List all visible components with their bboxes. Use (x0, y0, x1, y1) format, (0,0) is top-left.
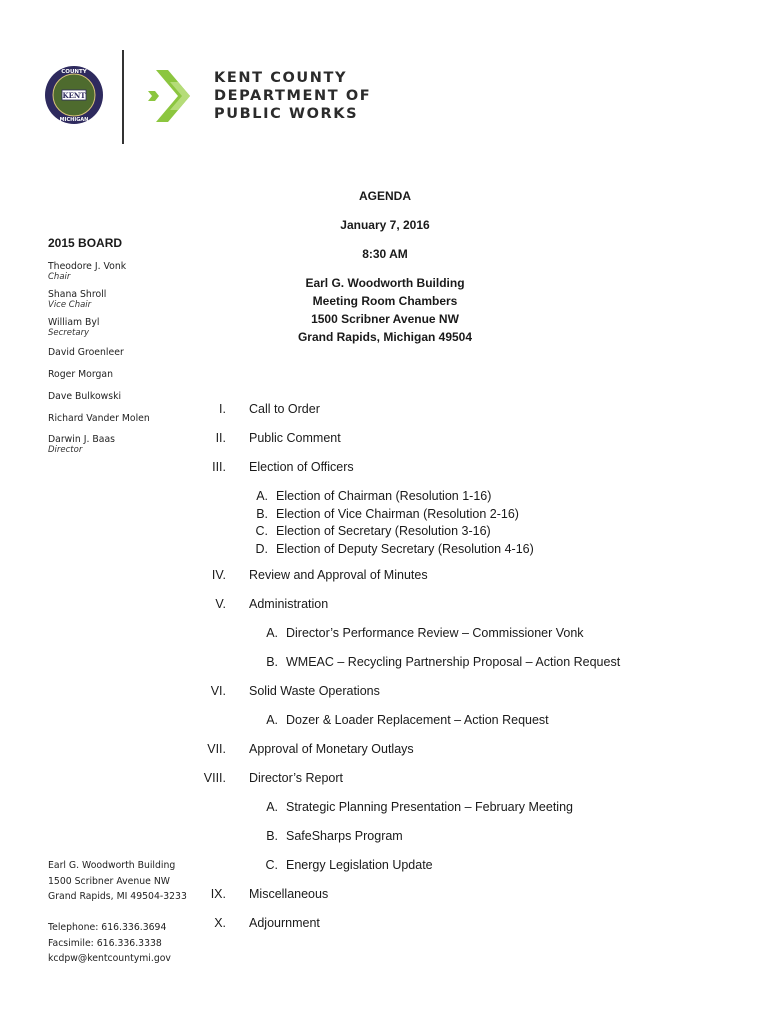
location-line: Meeting Room Chambers (312, 294, 458, 308)
agenda-subitem (246, 507, 519, 521)
chevron-logo-icon (146, 66, 206, 126)
agenda-item-text: Director’s Report (249, 771, 344, 785)
agenda-item-text: Election of Officers (249, 460, 354, 474)
agenda-subitem (246, 542, 534, 556)
subitem-text: Election of Secretary (Resolution 3-16) (276, 524, 491, 538)
subitem-letter: B. (266, 829, 278, 843)
seal-center-text: KENT (62, 91, 86, 100)
seal-bottom-text: MICHIGAN (59, 117, 89, 123)
agenda-subitem (256, 626, 584, 640)
agenda-item-number: VI. (210, 684, 226, 698)
board-member (48, 369, 113, 380)
agenda-item-number: X. (214, 916, 226, 930)
agenda-item-number: III. (212, 460, 226, 474)
member-role: Vice Chair (48, 300, 92, 310)
subitem-letter: A. (266, 800, 278, 814)
agenda-subitem (256, 829, 403, 843)
phone-number: Telephone: 616.336.3694 (48, 922, 167, 933)
contact-info (48, 920, 171, 967)
member-name: Roger Morgan (48, 369, 113, 380)
agenda-item-number: IV. (211, 568, 226, 582)
subitem-text: Strategic Planning Presentation – February Meeting (286, 800, 573, 814)
agenda-subitem (256, 858, 433, 872)
subitem-letter: B. (266, 655, 278, 669)
agenda-subitem (256, 655, 620, 669)
address-line: 1500 Scribner Avenue NW (48, 875, 170, 887)
agenda-subitem (246, 489, 491, 503)
agenda-item-number: IX. (210, 887, 226, 901)
kent-county-seal (44, 65, 104, 125)
address-line: Earl G. Woodworth Building (48, 860, 176, 871)
agenda-item-text: Adjournment (249, 916, 320, 930)
subitem-letter: A. (256, 489, 268, 503)
member-name: Shana Shroll (48, 289, 107, 300)
agenda-title: AGENDA (358, 189, 411, 203)
header-divider (122, 50, 124, 144)
agenda-subitem (256, 800, 573, 814)
member-role: Director (48, 445, 83, 455)
address-line: Grand Rapids, MI 49504-3233 (48, 891, 187, 902)
board-title: 2015 BOARD (48, 236, 123, 250)
agenda-item-text: Administration (249, 597, 329, 611)
agenda-item-text: Review and Approval of Minutes (249, 568, 428, 582)
board-member (48, 289, 106, 311)
subitem-letter: C. (255, 524, 268, 538)
member-name: Theodore J. Vonk (48, 261, 127, 272)
location-line: Grand Rapids, Michigan 49504 (297, 330, 473, 344)
subitem-text: WMEAC – Recycling Partnership Proposal – Action Request (286, 655, 621, 669)
board-member (48, 347, 124, 358)
agenda-item-number: I. (219, 402, 226, 416)
location-line: Earl G. Woodworth Building (305, 276, 465, 290)
contact-address (48, 858, 187, 905)
subitem-letter: A. (266, 713, 278, 727)
agenda-subitem (256, 713, 549, 727)
subitem-text: Election of Vice Chairman (Resolution 2-16) (276, 507, 519, 521)
org-name-line-2: DEPARTMENT OF (214, 88, 372, 104)
agenda-subitem (246, 524, 491, 538)
agenda-item-text: Public Comment (249, 431, 341, 445)
subitem-text: Election of Deputy Secretary (Resolution 4-16) (276, 542, 534, 556)
board-member (48, 261, 126, 283)
meeting-time: 8:30 AM (362, 247, 408, 261)
agenda-item-text: Solid Waste Operations (249, 684, 380, 698)
email-address: kcdpw@kentcountymi.gov (48, 953, 171, 964)
member-role: Secretary (48, 328, 90, 338)
agenda-item-number: VII. (207, 742, 226, 756)
subitem-text: Energy Legislation Update (286, 858, 433, 872)
location-line: 1500 Scribner Avenue NW (311, 312, 459, 326)
board-member (48, 317, 100, 339)
subitem-letter: C. (265, 858, 278, 872)
org-name-line-1: KENT COUNTY (214, 70, 348, 86)
member-name: David Groenleer (48, 347, 124, 358)
agenda-item-text: Miscellaneous (249, 887, 329, 901)
agenda-item-text: Call to Order (249, 402, 320, 416)
board-member (48, 434, 115, 456)
meeting-date: January 7, 2016 (340, 218, 430, 232)
fax-number: Facsimile: 616.336.3338 (48, 937, 162, 949)
agenda-item-text: Approval of Monetary Outlays (249, 742, 414, 756)
meeting-location (200, 274, 570, 346)
board-member (48, 391, 121, 402)
agenda-item-number: VIII. (203, 771, 226, 785)
agenda-item-number: V. (215, 597, 226, 611)
member-role: Chair (48, 272, 71, 282)
subitem-letter: A. (266, 626, 278, 640)
org-name-line-3: PUBLIC WORKS (214, 106, 359, 122)
member-name: William Byl (48, 317, 100, 328)
member-name: Darwin J. Baas (48, 434, 115, 445)
subitem-letter: B. (256, 507, 268, 521)
subitem-text: Election of Chairman (Resolution 1-16) (276, 489, 492, 503)
subitem-text: Dozer & Loader Replacement – Action Request (286, 713, 549, 727)
subitem-letter: D. (255, 542, 268, 556)
board-member (48, 413, 150, 424)
subitem-text: Director’s Performance Review – Commissioner Vonk (286, 626, 584, 640)
agenda-item-number: II. (215, 431, 226, 445)
seal-top-text: COUNTY (61, 69, 87, 75)
subitem-text: SafeSharps Program (286, 829, 403, 843)
member-name: Richard Vander Molen (48, 413, 150, 424)
member-name: Dave Bulkowski (48, 391, 122, 402)
